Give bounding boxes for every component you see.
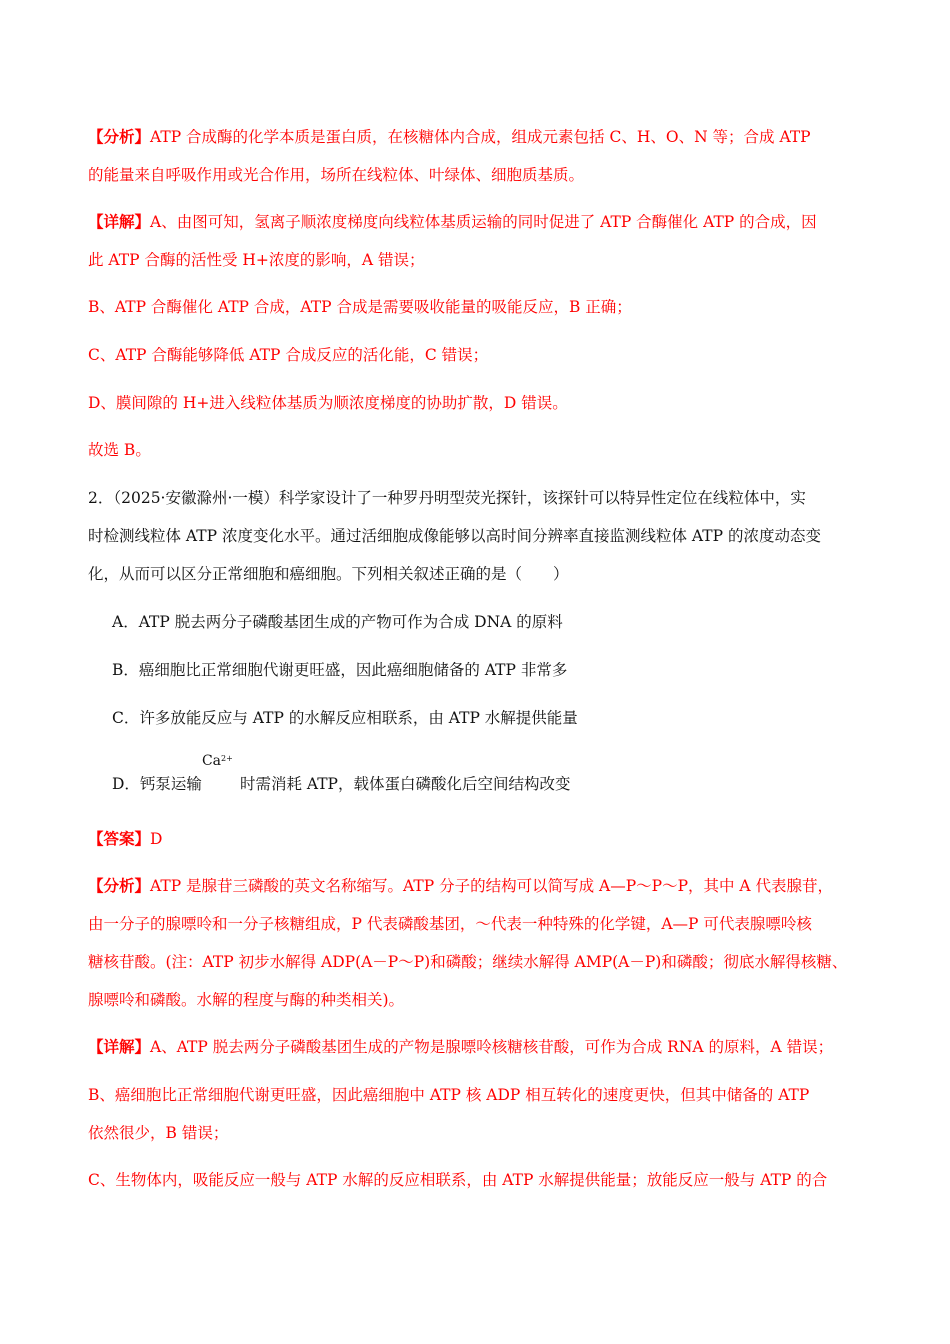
section-marker: 【分析】 bbox=[88, 876, 151, 895]
analysis2-line-4: 腺嘌呤和磷酸。水解的程度与酶的种类相关)。 bbox=[88, 991, 405, 1009]
detail-line-2: 此 ATP 合酶的活性受 H+浓度的影响，A 错误； bbox=[88, 251, 425, 269]
choice-conclusion: 故选 B。 bbox=[88, 441, 151, 459]
detail2-line-2: B、癌细胞比正常细胞代谢更旺盛，因此癌细胞中 ATP 核 ADP 相互转化的速度更快，但其中储备的 ATP bbox=[88, 1086, 810, 1104]
option-d-prefix: D．钙泵运输 bbox=[112, 775, 202, 793]
analysis-line-2: 的能量来自呼吸作用或光合作用，场所在线粒体、叶绿体、细胞质基质。 bbox=[88, 166, 585, 184]
option-d-suffix: 时需消耗 ATP，载体蛋白磷酸化后空间结构改变 bbox=[239, 775, 571, 793]
option-d bbox=[112, 753, 571, 795]
option-a: A．ATP 脱去两分子磷酸基团生成的产物可作为合成 DNA 的原料 bbox=[112, 613, 563, 631]
question-2-line-3: 化，从而可以区分正常细胞和癌细胞。下列相关叙述正确的是（ ） bbox=[88, 565, 569, 583]
detail-option-d: D、膜间隙的 H+进入线粒体基质为顺浓度梯度的协助扩散，D 错误。 bbox=[88, 394, 568, 412]
analysis2-line-3: 糖核苷酸。(注：ATP 初步水解得 ADP(A－P～P)和磷酸；继续水解得 AMP(A－P)和磷酸；彻底水解得核糖、 bbox=[88, 953, 848, 971]
analysis2-line-2: 由一分子的腺嘌呤和一分子核糖组成，P 代表磷酸基团，～代表一种特殊的化学键，A—P 可代表腺嘌呤核 bbox=[88, 915, 812, 933]
detail2-line-1: 【详解】A、ATP 脱去两分子磷酸基团生成的产物是腺嘌呤核糖核苷酸，可作为合成 RNA 的原料，A 错误； bbox=[88, 1037, 834, 1056]
section-marker: 【分析】 bbox=[88, 127, 151, 146]
section-marker: 【详解】 bbox=[88, 1037, 151, 1056]
answer-label: 【答案】D bbox=[88, 829, 163, 848]
detail2-line-4: C、生物体内，吸能反应一般与 ATP 水解的反应相联系，由 ATP 水解提供能量；放能反应一般与 ATP 的合 bbox=[88, 1171, 828, 1189]
option-c: C．许多放能反应与 ATP 的水解反应相联系，由 ATP 水解提供能量 bbox=[112, 709, 578, 727]
detail-option-c: C、ATP 合酶能够降低 ATP 合成反应的活化能，C 错误； bbox=[88, 346, 489, 364]
detail-option-b: B、ATP 合酶催化 ATP 合成，ATP 合成是需要吸收能量的吸能反应，B 正确； bbox=[88, 298, 632, 316]
section-marker: 【详解】 bbox=[88, 212, 151, 231]
detail2-line-3: 依然很少，B 错误； bbox=[88, 1124, 229, 1142]
question-2-line-1: 2．（2025·安徽滁州·一模）科学家设计了一种罗丹明型荧光探针，该探针可以特异性定位在线粒体中，实 bbox=[88, 489, 806, 507]
section-marker: 【答案】 bbox=[88, 829, 151, 848]
option-b: B．癌细胞比正常细胞代谢更旺盛，因此癌细胞储备的 ATP 非常多 bbox=[112, 661, 568, 679]
analysis2-line-1: 【分析】ATP 是腺苷三磷酸的英文名称缩写。ATP 分子的结构可以简写成 A—P～P～P，其中 A 代表腺苷， bbox=[88, 876, 834, 895]
detail-line-1: 【详解】A、由图可知，氢离子顺浓度梯度向线粒体基质运输的同时促进了 ATP 合酶催化 ATP 的合成，因 bbox=[88, 212, 817, 231]
question-2-line-2: 时检测线粒体 ATP 浓度变化水平。通过活细胞成像能够以高时间分辨率直接监测线粒体 ATP 的浓度动态变 bbox=[88, 527, 821, 545]
calcium-charge: 2+ bbox=[221, 754, 233, 763]
analysis-line-1: 【分析】ATP 合成酶的化学本质是蛋白质，在核糖体内合成，组成元素包括 C、H、O、N 等；合成 ATP bbox=[88, 127, 811, 146]
calcium-symbol: Ca bbox=[201, 753, 221, 769]
calcium-ion-formula bbox=[201, 753, 240, 789]
